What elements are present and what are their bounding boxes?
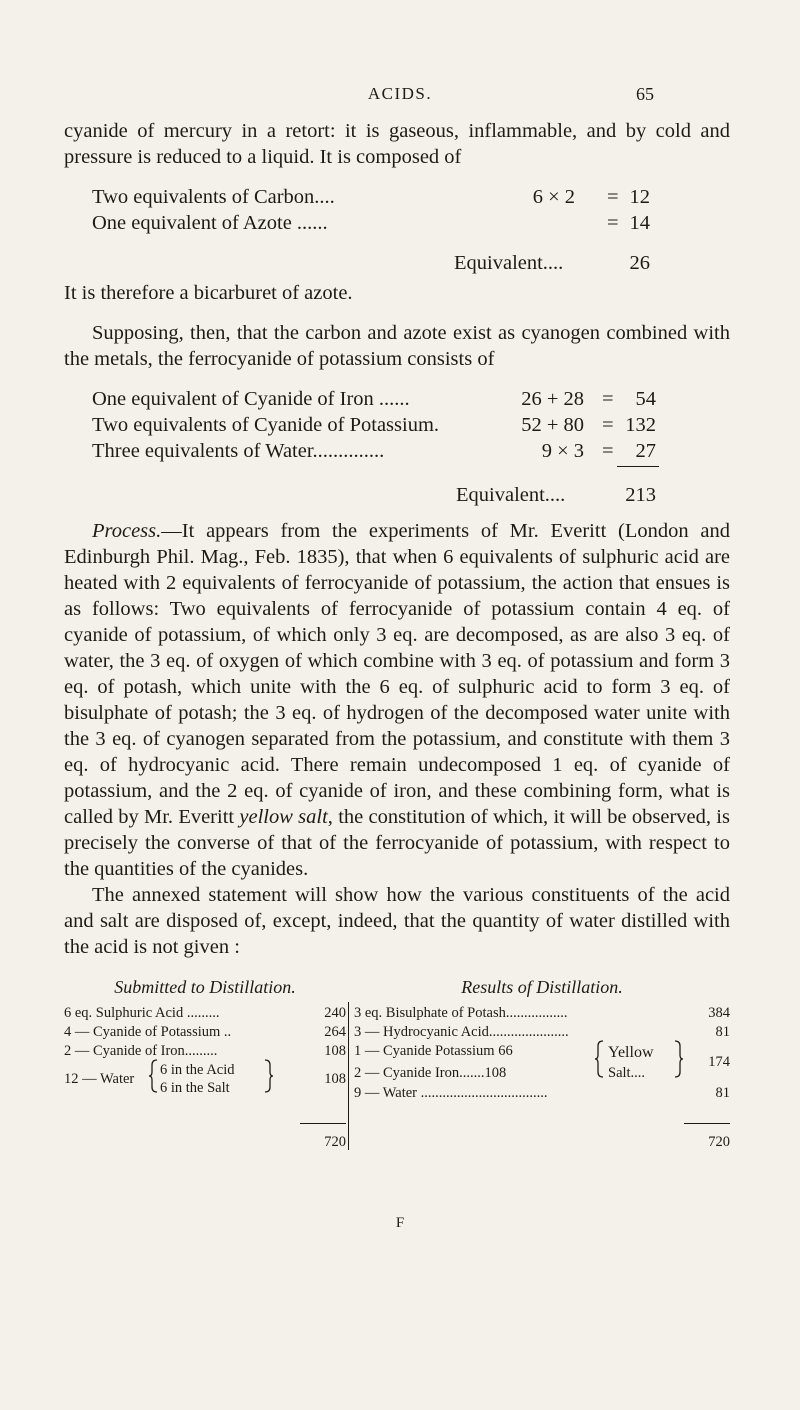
row-text: 2 — Cyanide of Iron......... [64,1043,218,1059]
calc-expression: 9 × 3 [541,440,584,462]
calc-result: 54 [635,388,656,410]
group-label-2: Salt.... [608,1065,646,1081]
distillation-tables [64,974,730,1174]
calc-row [64,412,730,438]
submitted-heading: Submitted to Distillation. [114,977,296,997]
page-header [0,84,800,108]
calc-equals: = [602,388,614,410]
group-line-2: 2 — Cyanide Iron.......108 [354,1065,507,1081]
composition-ferrocyanide [64,386,730,512]
calc-row [64,184,730,210]
row-value: 108 [324,1043,346,1059]
group-label-1: Yellow [608,1044,654,1061]
water-value: 108 [324,1071,346,1087]
left-brace-icon [594,1040,604,1078]
page-body [64,118,730,1174]
process-text: —It appears from the experiments of Mr. Everitt (London and Edinburgh Phil. Mag., Feb. 1835), that when 6 equivalents of sulphuric acid are heated with 2 equivalents of ferrocyanide of potassium, the action that ensues is as follows: Two equivalents of ferrocyanide of potassium contain 4 eq. of cyanide of potassium, of which only 3 eq. are decomposed, as are also 3 eq. of water, the 3 eq. of oxygen of which combine with 3 eq. of potassium and form 3 eq. of potash, which unite with the 6 eq. of sulphuric acid to form 3 eq. of bisulphate of potash; the 3 eq. of hydrogen of the decomposed water unite with the 3 eq. of cyanogen separated from the potassium, and constitute with them 3 eq. of hydrocyanic acid. There remain undecomposed 1 eq. of cyanide of potassium, and the 2 eq. of cyanide of iron, and these combining form, what is called by Mr. Everitt [64,520,730,828]
calc-row [64,210,730,236]
paragraph-1: cyanide of mercury in a retort: it is gaseous, inflammable, and by cold and pressure is reduced to a liquid. It is composed of [64,120,730,168]
calc-expression: 26 + 28 [521,388,584,410]
process-label: Process. [92,520,162,542]
paragraph-3: Supposing, then, that the carbon and azote exist as cyanogen combined with the metals, the ferrocyanide of potassium consists of [64,322,730,370]
calc-total-row [64,250,730,280]
group-line-1: 1 — Cyanide Potassium 66 [354,1043,513,1059]
right-brace-icon [674,1040,684,1078]
calc-result: 14 [629,212,650,234]
paragraph-5: The annexed statement will show how the various constituents of the acid and salt are disposed of, except, indeed, that the quantity of water distilled with the acid is not given : [64,884,730,958]
signature-mark: F [395,1215,405,1231]
calc-expression: 6 × 2 [532,186,575,208]
yellow-salt-term: yellow salt [239,806,328,828]
row-text: 3 — Hydrocyanic Acid...................... [354,1024,569,1040]
group-value: 174 [708,1054,730,1070]
left-brace-icon [148,1059,158,1093]
calc-row [64,438,730,464]
calc-label: Two equivalents of Carbon.... [92,186,335,208]
row-value: 264 [324,1024,346,1040]
calc-row [64,386,730,412]
calc-total-value: 213 [625,484,656,506]
results-total-row [354,1129,730,1151]
table-row [64,1019,346,1038]
calc-result: 132 [625,414,656,436]
table-row [354,1000,730,1019]
calc-total-label: Equivalent.... [454,252,564,274]
calc-label: Three equivalents of Water.............. [92,440,385,462]
total-rule [300,1123,346,1124]
row-value: 81 [715,1024,730,1040]
right-brace-icon [264,1059,274,1093]
row-text: 6 eq. Sulphuric Acid ......... [64,1005,220,1021]
results-heading: Results of Distillation. [461,977,623,997]
calc-label: Two equivalents of Cyanide of Potassium. [92,414,440,436]
calc-equals: = [602,440,614,462]
process-text-continued: , the constitution of which, it will be observed, is precisely the converse of that of the ferrocyanide of potassium, with respect to the quantities of the cyanides. [64,806,730,880]
column-divider [348,1002,349,1150]
table-row [354,1080,730,1099]
submitted-total-row [64,1129,346,1151]
running-head: ACIDS. [367,84,433,103]
composition-cyanogen [64,184,730,280]
results-table [354,974,730,1151]
calc-expression: 52 + 80 [521,414,584,436]
paragraph-2: It is therefore a bicarburet of azote. [64,282,353,304]
row-value: 240 [324,1005,346,1021]
calc-equals: = [607,186,619,208]
table-row [354,1019,730,1038]
calc-label: One equivalent of Azote ...... [92,212,328,234]
calc-total-value: 26 [629,252,650,274]
paragraph-process [64,518,730,882]
calc-label: One equivalent of Cyanide of Iron ...... [92,388,410,410]
calc-equals: = [602,414,614,436]
calc-total-label: Equivalent.... [456,484,566,506]
water-line-1: 6 in the Acid [160,1062,235,1078]
row-text: 4 — Cyanide of Potassium .. [64,1024,232,1040]
calc-equals: = [607,212,619,234]
results-total: 720 [708,1134,730,1150]
row-text: 9 — Water ................................... [354,1085,548,1101]
submitted-table [64,974,346,1151]
table-row [64,1000,346,1019]
water-group [64,1057,346,1095]
page-number: 65 [636,84,654,104]
total-rule [684,1123,730,1124]
water-line-2: 6 in the Salt [160,1080,230,1096]
calc-total-row [64,482,730,512]
water-prefix: 12 — Water [64,1071,135,1087]
calc-result: 27 [635,440,656,462]
table-row [64,1038,346,1057]
row-text: 3 eq. Bisulphate of Potash................. [354,1005,568,1021]
yellow-salt-group [354,1038,730,1080]
row-value: 81 [715,1085,730,1101]
sum-rule [617,466,659,467]
calc-result: 12 [629,186,650,208]
submitted-total: 720 [324,1134,346,1150]
row-value: 384 [708,1005,730,1021]
